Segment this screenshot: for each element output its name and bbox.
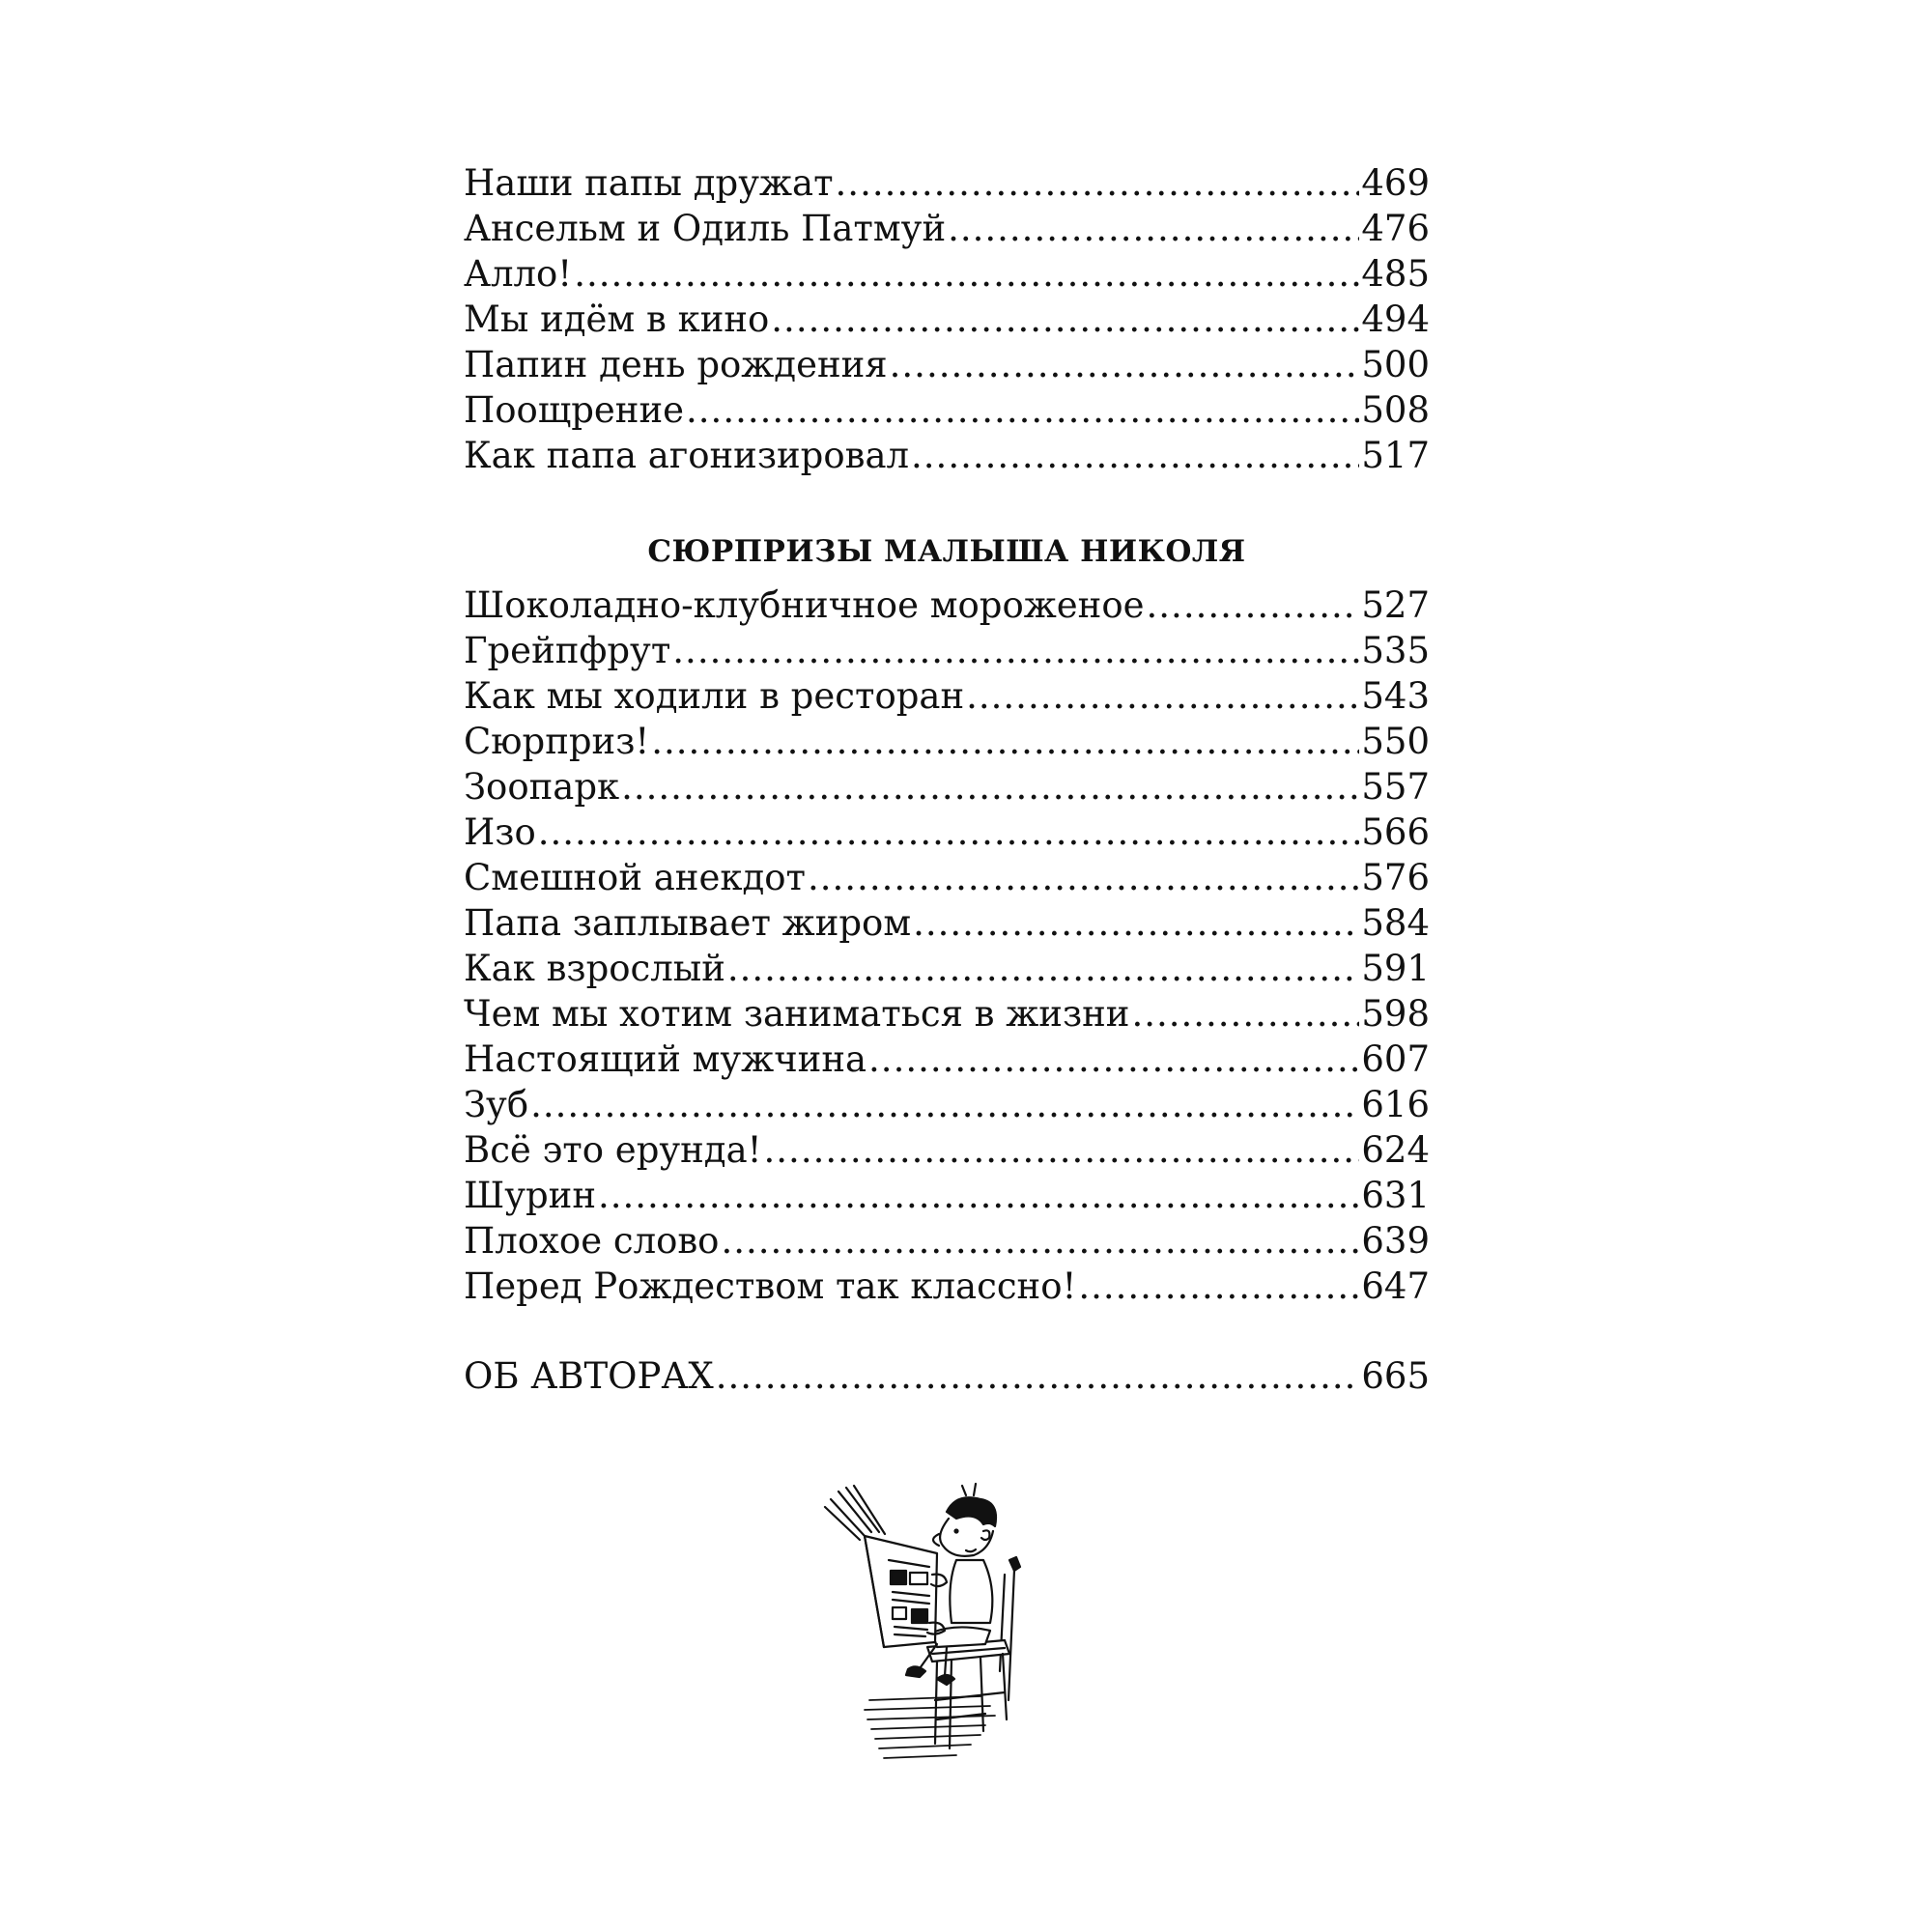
dot-leader xyxy=(538,810,1360,855)
dot-leader xyxy=(574,251,1359,297)
toc-entry-title: Плохое слово xyxy=(464,1220,720,1262)
toc-entry-title: Грейпфрут xyxy=(464,630,671,671)
dot-leader xyxy=(1078,1264,1359,1309)
toc-entry-page: 639 xyxy=(1361,1220,1430,1262)
toc-entry xyxy=(464,946,1430,991)
toc-entry-page: 494 xyxy=(1361,298,1430,340)
toc-entry xyxy=(464,764,1430,810)
toc-entry-page: 500 xyxy=(1361,344,1430,385)
toc-entry xyxy=(464,1264,1430,1309)
toc-entry xyxy=(464,1082,1430,1127)
newspaper-icon xyxy=(825,1486,947,1647)
toc-entry xyxy=(464,628,1430,673)
dot-leader xyxy=(911,433,1359,478)
toc-entry xyxy=(464,297,1430,342)
boy-reading-newspaper-icon xyxy=(811,1478,1053,1768)
toc-entry-page: 566 xyxy=(1361,811,1430,853)
toc-entry-title: Как мы ходили в ресторан xyxy=(464,675,965,717)
toc-entry-page: 517 xyxy=(1361,435,1430,476)
dot-leader xyxy=(716,1353,1360,1399)
toc-entry-page: 550 xyxy=(1361,721,1430,762)
toc-entry-page: 607 xyxy=(1361,1038,1430,1080)
toc-entry xyxy=(464,342,1430,387)
dot-leader xyxy=(913,900,1359,946)
toc-entry-page: 631 xyxy=(1361,1175,1430,1216)
toc-entry-title: Поощрение xyxy=(464,389,685,431)
toc-group-1 xyxy=(464,160,1430,478)
toc-entry-title: Ансельм и Одиль Патмуй xyxy=(464,208,947,249)
toc-entry-title: Перед Рождеством так классно! xyxy=(464,1265,1077,1307)
toc-entry-title: Шурин xyxy=(464,1175,596,1216)
dot-leader xyxy=(808,855,1359,900)
toc-entry-title: Зуб xyxy=(464,1084,529,1125)
section-heading: СЮРПРИЗЫ МАЛЫША НИКОЛЯ xyxy=(647,534,1246,569)
dot-leader xyxy=(948,206,1359,251)
toc-entry-page: 647 xyxy=(1361,1265,1430,1307)
toc-entry xyxy=(464,1037,1430,1082)
toc-entry-title: Алло! xyxy=(464,253,573,295)
dot-leader xyxy=(966,673,1359,719)
toc-entry xyxy=(464,582,1430,628)
toc-entry xyxy=(464,1173,1430,1218)
toc-entry-title: Смешной анекдот xyxy=(464,857,807,898)
dot-leader xyxy=(764,1127,1360,1173)
toc-entry-title: Наши папы дружат xyxy=(464,162,834,204)
toc-entry-page: 557 xyxy=(1361,766,1430,808)
dot-leader xyxy=(621,764,1359,810)
toc-entry-title: Изо xyxy=(464,811,536,853)
dot-leader xyxy=(771,297,1359,342)
toc-entry-title: Мы идём в кино xyxy=(464,298,770,340)
dot-leader xyxy=(1131,991,1359,1037)
toc-entry-page: 527 xyxy=(1361,584,1430,626)
dot-leader xyxy=(686,387,1359,433)
toc-entry xyxy=(464,673,1430,719)
toc-entry xyxy=(464,855,1430,900)
toc-entry-title: Настоящий мужчина xyxy=(464,1038,867,1080)
toc-entry xyxy=(464,719,1430,764)
toc-entry xyxy=(464,810,1430,855)
table-of-contents xyxy=(464,160,1430,1399)
toc-entry-page: 616 xyxy=(1361,1084,1430,1125)
spacer xyxy=(464,1309,1430,1353)
toc-entry xyxy=(464,1127,1430,1173)
dot-leader xyxy=(598,1173,1359,1218)
toc-entry xyxy=(464,160,1430,206)
floor-hatching-icon xyxy=(865,1696,995,1758)
toc-entry-page: 476 xyxy=(1361,208,1430,249)
toc-entry-page: 535 xyxy=(1361,630,1430,671)
dot-leader xyxy=(1147,582,1360,628)
toc-entry-title: Шоколадно-клубничное мороженое xyxy=(464,584,1145,626)
toc-entry xyxy=(464,206,1430,251)
dot-leader xyxy=(868,1037,1359,1082)
toc-group-2 xyxy=(464,582,1430,1309)
toc-entry xyxy=(464,251,1430,297)
toc-entry-title: Как взрослый xyxy=(464,948,725,989)
toc-entry-title: Чем мы хотим заниматься в жизни xyxy=(464,993,1130,1035)
toc-entry-title: Зоопарк xyxy=(464,766,620,808)
dot-leader xyxy=(530,1082,1359,1127)
toc-entry-page: 584 xyxy=(1361,902,1430,944)
toc-entry-page: 624 xyxy=(1361,1129,1430,1171)
toc-entry-page: 469 xyxy=(1361,162,1430,204)
toc-entry xyxy=(464,1218,1430,1264)
toc-entry xyxy=(464,433,1430,478)
dot-leader xyxy=(672,628,1359,673)
toc-entry-page: 591 xyxy=(1361,948,1430,989)
toc-entry-page: 485 xyxy=(1361,253,1430,295)
toc-entry-about-authors xyxy=(464,1353,1430,1399)
dot-leader xyxy=(890,342,1360,387)
toc-entry-title: Папин день рождения xyxy=(464,344,888,385)
toc-entry-title: Сюрприз! xyxy=(464,721,650,762)
toc-entry-page: 665 xyxy=(1361,1355,1430,1397)
toc-entry xyxy=(464,900,1430,946)
toc-entry-page: 543 xyxy=(1361,675,1430,717)
dot-leader xyxy=(727,946,1359,991)
toc-entry xyxy=(464,387,1430,433)
toc-entry-title: Папа заплывает жиром xyxy=(464,902,912,944)
toc-entry-page: 576 xyxy=(1361,857,1430,898)
dot-leader xyxy=(721,1218,1359,1264)
toc-entry-title: Всё это ерунда! xyxy=(464,1129,762,1171)
toc-entry-page: 508 xyxy=(1361,389,1430,431)
toc-entry-title: Как папа агонизировал xyxy=(464,435,910,476)
toc-entry xyxy=(464,991,1430,1037)
toc-entry-page: 598 xyxy=(1361,993,1430,1035)
dot-leader xyxy=(836,160,1360,206)
dot-leader xyxy=(651,719,1359,764)
toc-entry-title: ОБ АВТОРАХ xyxy=(464,1355,714,1397)
